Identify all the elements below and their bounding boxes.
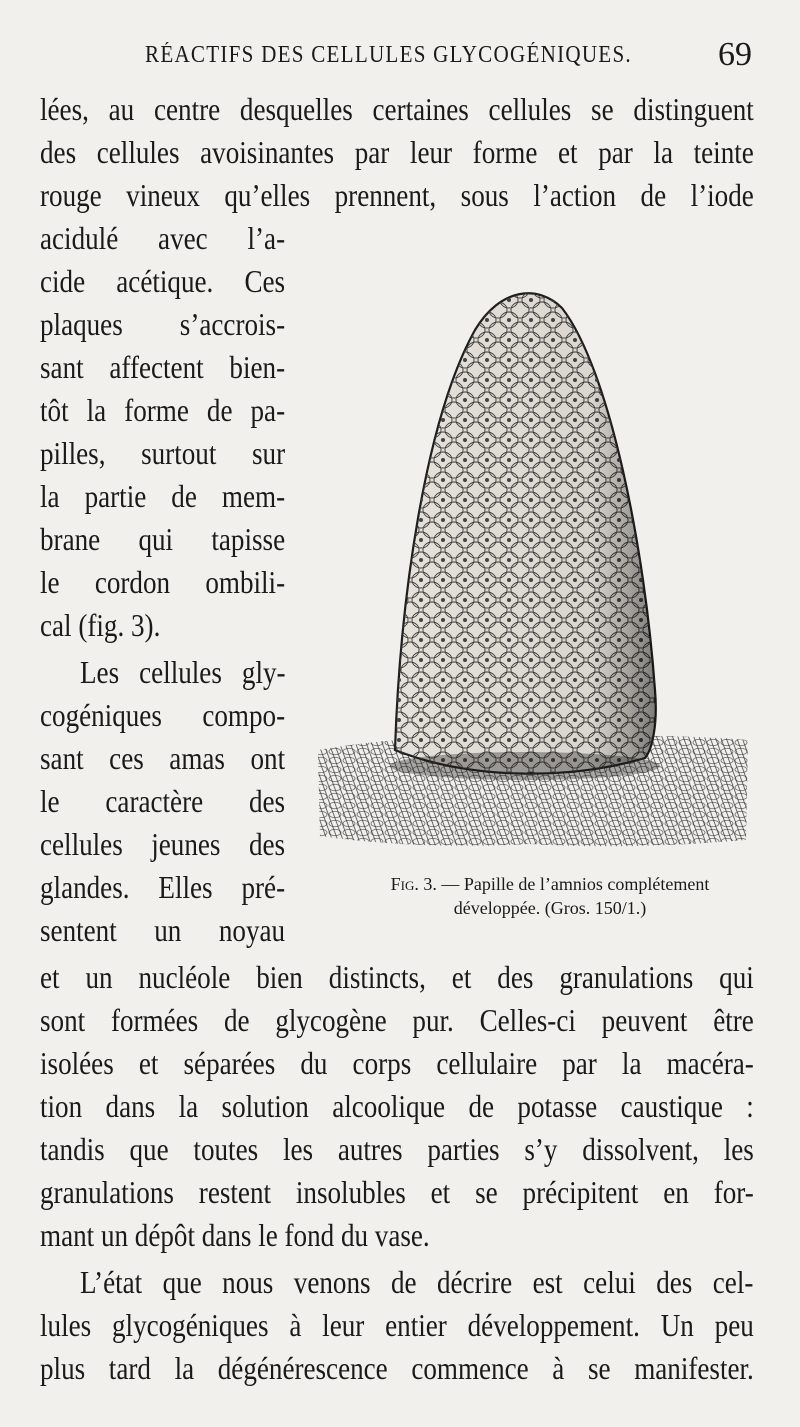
text-line: la partie de mem- [40,479,286,514]
text-line: cogéniques compo- [40,698,286,733]
text-line: pilles, surtout sur [40,436,286,471]
text-line: sant ces amas ont [40,741,286,776]
text-line: brane qui tapisse [40,522,286,557]
papilla-illustration [300,270,760,850]
text-line: des cellules avoisinantes par leur forme et par la teinte [40,135,754,170]
text-line: lules glycogéniques à leur entier développement. Un peu [40,1308,754,1343]
papilla-engraving [300,270,760,850]
text-line: le caractère des [40,784,286,819]
text-line: granulations restent insolubles et se précipitent en for- [40,1175,754,1210]
text-line: le cordon ombili- [40,565,286,600]
page-number: 69 [718,36,752,73]
text-line: cal (fig. 3). [40,608,161,643]
text-line: et un nucléole bien distincts, et des granulations qui [40,960,754,995]
text-line: lées, au centre desquelles certaines cellules se distinguent [40,92,754,127]
text-line: sont formées de glycogène pur. Celles-ci peuvent être [40,1003,754,1038]
text-line: sentent un noyau [40,913,286,948]
text-line: acidulé avec l’a- [40,221,286,256]
page-header [0,30,800,80]
text-line: tôt la forme de pa- [40,393,286,428]
text-line: glandes. Elles pré- [40,870,286,905]
text-line: isolées et séparées du corps cellulaire par la macéra- [40,1046,754,1081]
text-line: cide acétique. Ces [40,264,286,299]
text-line: L’état que nous venons de décrire est celui des cel- [80,1265,754,1300]
caption-text-line2: développée. (Gros. 150/1.) [453,898,647,918]
text-line: sant affectent bien- [40,350,286,385]
text-line: plaques s’accrois- [40,307,286,342]
text-line: rouge vineux qu’elles prennent, sous l’action de l’iode [40,178,754,213]
text-line: cellules jeunes des [40,827,286,862]
text-line: Les cellules gly- [80,655,286,690]
text-line: mant un dépôt dans le fond du vase. [40,1218,430,1253]
text-line: plus tard la dégénérescence commence à se manifester. [40,1351,754,1386]
text-line: tion dans la solution alcoolique de potasse caustique : [40,1089,754,1124]
running-title: RÉACTIFS DES CELLULES GLYCOGÉNIQUES. [145,42,632,68]
figure-label: Fig. 3. [390,874,437,894]
text-line: tandis que toutes les autres parties s’y dissolvent, les [40,1132,754,1167]
figure-caption [340,872,760,920]
caption-text-line1: — Papille de l’amnios complétement [441,874,710,894]
